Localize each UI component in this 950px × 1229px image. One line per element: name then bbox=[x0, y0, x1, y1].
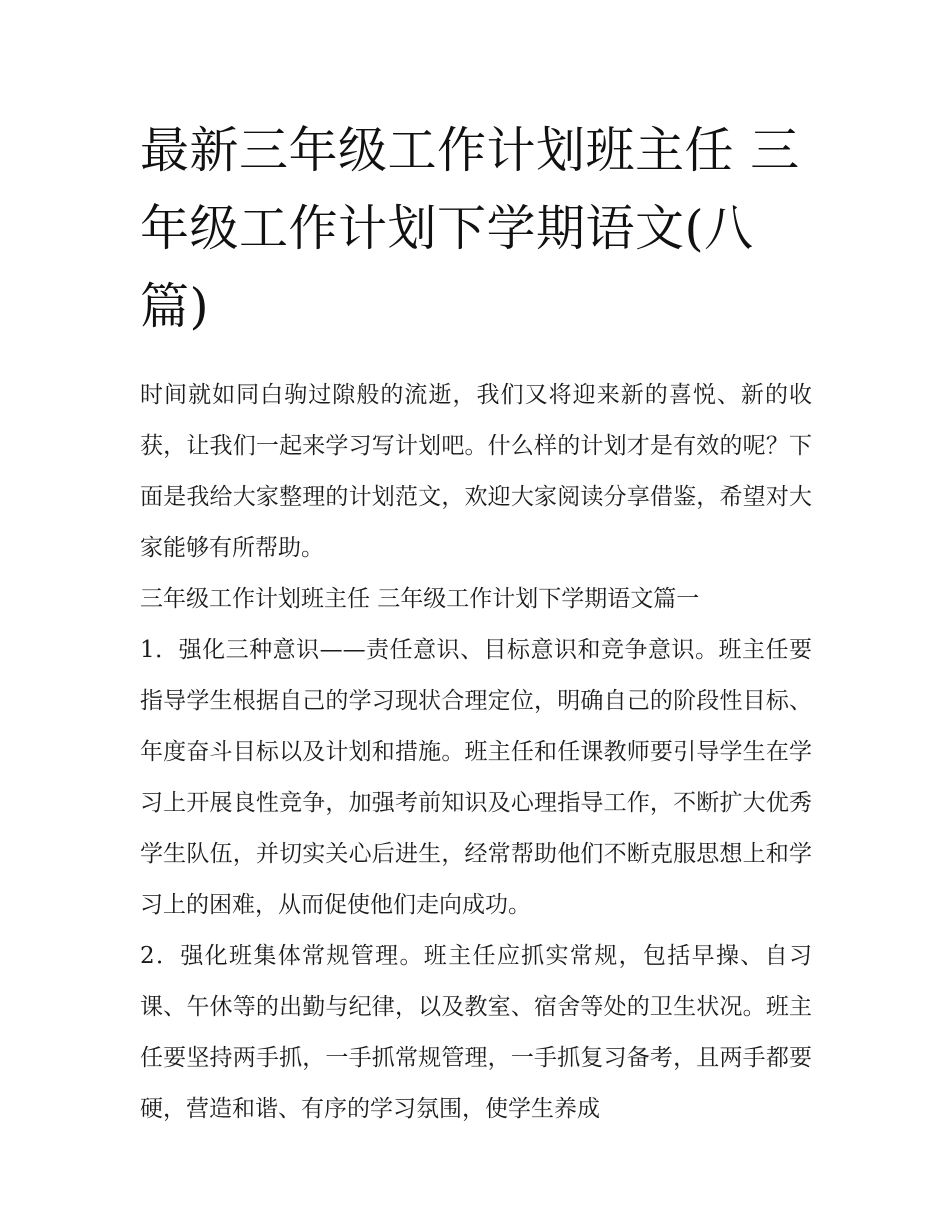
section-heading: 三年级工作计划班主任 三年级工作计划下学期语文篇一 bbox=[140, 586, 700, 612]
intro-paragraph: 时间就如同白驹过隙般的流逝，我们又将迎来新的喜悦、新的收获，让我们一起来学习写计划吧。什么样的计划才是有效的呢？下面是我给大家整理的计划范文，欢迎大家阅读分享借鉴，希望对大家能够有所帮助。 bbox=[140, 382, 812, 561]
document-title: 最新三年级工作计划班主任 三年级工作计划下学期语文(八篇) bbox=[140, 122, 800, 335]
body-paragraph-2: 2．强化班集体常规管理。班主任应抓实常规，包括早操、自习课、午休等的出勤与纪律，以及教室、宿舍等处的卫生状况。班主任要坚持两手抓，一手抓常规管理，一手抓复习备考，且两手都要硬，营造和谐、有序的学习氛围，使学生养成 bbox=[140, 943, 812, 1122]
document-body bbox=[140, 370, 812, 1135]
document-page bbox=[140, 112, 812, 1135]
body-paragraph-1: 1．强化三种意识——责任意识、目标意识和竞争意识。班主任要指导学生根据自己的学习现状合理定位，明确自己的阶段性目标、年度奋斗目标以及计划和措施。班主任和任课教师要引导学生在学习上开展良性竞争，加强考前知识及心理指导工作，不断扩大优秀学生队伍，并切实关心后进生，经常帮助他们不断克服思想上和学习上的困难，从而促使他们走向成功。 bbox=[140, 637, 812, 918]
